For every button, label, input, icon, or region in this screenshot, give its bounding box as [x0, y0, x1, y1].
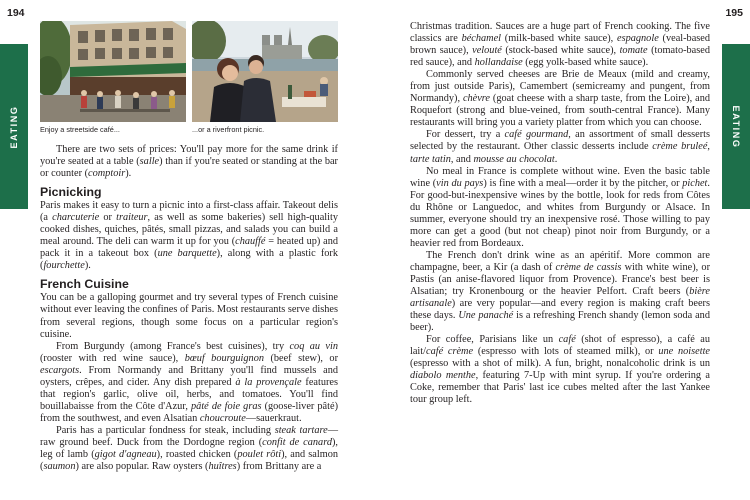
page-number-left: 194 [7, 7, 25, 19]
paragraph [40, 200, 338, 272]
italic-term: pichet [682, 177, 708, 189]
text-run: (tomato-based red sauce), and [410, 45, 710, 69]
text-run: ). [84, 260, 91, 272]
text-run: ) is fine with a meal—order it by the pitcher, or [483, 177, 683, 189]
text-run: (egg yolk-based white sauce). [522, 57, 649, 69]
text-run: ) are also popular. Raw oysters ( [75, 461, 209, 473]
paragraph [410, 129, 710, 165]
italic-term: charcuterie [52, 212, 100, 224]
italic-term: bière artisanale [410, 286, 710, 310]
italic-term: crème bruleé [652, 141, 708, 153]
text-run: (stock-based white sauce), [501, 45, 620, 57]
paragraph [410, 250, 710, 334]
text-run: (goat cheese with a sharp taste, from the Loire), and Roquefort (strong and blue-veined, from south-central France). Many restaurants will bring you a variety platter from which you can choose. [410, 93, 710, 129]
text-run: ), leg of lamb ( [40, 436, 338, 461]
paragraph [40, 341, 338, 425]
italic-term: huîtres [208, 461, 237, 473]
text-run: is a refreshing French shandy (lemon soda and beer). [410, 310, 710, 334]
text-run: For coffee, Parisians like un [426, 334, 559, 346]
italic-term: comptoir [88, 168, 126, 180]
italic-term: coq au vin [289, 340, 338, 352]
right-column [410, 21, 710, 407]
text-run: ), and salmon ( [40, 449, 339, 473]
text-run: or [99, 212, 117, 224]
text-run: ), along with a plastic fork ( [40, 248, 338, 272]
italic-term: chèvre [462, 93, 491, 105]
text-run: —sauerkraut. [245, 412, 302, 424]
italic-term: Une panaché [458, 310, 514, 322]
text-run: Commonly served cheeses are Brie de Meaux (mild and creamy, from just outside Paris), Camembert (semicreamy and pungent, from Normandy), [410, 69, 710, 105]
section-tab-label: EATING [9, 105, 19, 148]
text-run: = heated up) and pack it in a takeout box ( [40, 236, 338, 260]
text-run: For dessert, try a [426, 129, 505, 141]
text-run: Paris makes it easy to turn a picnic into a first-class affair. Takeout delis (a [40, 200, 338, 224]
section-heading: Picnicking [40, 185, 102, 200]
text-run: with white wine), or Pastis (an anise-flavored liquor from Provence). France's best beer is Alsatian; try Kronenbourg or the heavier Pelfort. Craft beers ( [410, 261, 711, 298]
cafe-photo [40, 21, 186, 122]
italic-term: choucroute [199, 412, 246, 424]
section-heading: French Cuisine [40, 277, 129, 292]
italic-term: vin du pays [436, 177, 484, 189]
text-run: (milk-based white sauce), [501, 33, 618, 45]
text-run: The French don't drink wine as an apéritif. More common are champagne, beer, a Kir (a dash of [410, 249, 710, 273]
italic-term: une barquette [157, 248, 217, 260]
text-run: features that region's garlic, olive oil, herbs, and tomatoes. You'll find bouillabaisse from the Côte d'Azur, [40, 376, 338, 412]
text-run: There are two sets of prices: You'll pay more for the same drink if you're seated at a table ( [40, 144, 338, 168]
italic-term: escargots [40, 364, 80, 376]
text-run: . From Normandy and Brittany you'll find mussels and oysters, crêpes, and cider. Any dish prepared [40, 364, 338, 388]
paragraph [410, 166, 710, 250]
text-run: ). [125, 168, 132, 180]
italic-term: tomate [619, 45, 648, 57]
text-run: —raw ground beef. Duck from the Dordogne region ( [40, 424, 339, 448]
text-run: . [554, 153, 558, 165]
italic-term: tarte tatin [410, 153, 451, 165]
italic-term: saumon [43, 461, 76, 473]
text-run: (shot of espresso), a café au lait/ [410, 334, 710, 358]
section-tab-right [722, 44, 750, 209]
italic-term: une noisette [658, 346, 711, 358]
text-run: ), roasted chicken ( [156, 449, 238, 461]
italic-term: espagnole [617, 33, 659, 45]
text-run: , featuring 7-Up with mint syrup. If you're ordering a Coke, remember that Paris' last ice cubes melted after the last Yankee tour group left. [410, 370, 710, 406]
photo-caption: Enjoy a streetside café... [40, 125, 120, 134]
text-run: You can be a galloping gourmet and try several types of French cuisine without ever leaving the confines of Paris. Most restaurants serve dishes from several regions, though some focus on a particular region's cuisine. [40, 292, 338, 340]
paragraph [40, 292, 338, 340]
text-run: (beef stew), or [264, 352, 338, 364]
text-run: (espresso with lots of steamed milk), or [473, 346, 659, 358]
text-run: No meal in France is complete without wine. Even the basic table wine ( [410, 165, 710, 189]
italic-term: salle [139, 156, 160, 168]
paragraph [410, 334, 710, 406]
text-run: Christmas tradition. Sauces are a huge part of French cooking. The five classics are [410, 21, 710, 45]
text-run: From Burgundy (among France's best cuisines), try [56, 340, 290, 352]
text-run: (goose-liver pâté) from the southwest, and even Alsatian [40, 400, 338, 424]
italic-term: mousse au chocolat [473, 153, 555, 165]
italic-term: traiteur [116, 212, 148, 224]
text-run: ) from Brittany are a [236, 461, 322, 473]
italic-term: hollandaise [474, 57, 523, 69]
italic-term: bœuf bourguignon [184, 352, 264, 364]
italic-term: café gourmand [504, 129, 569, 141]
italic-term: gigot d'agneau [94, 449, 157, 461]
italic-term: confit de canard [262, 436, 332, 448]
text-run: (espresso with a shot of milk). A fun, bright, nonalcoholic drink is un [410, 358, 710, 370]
italic-term: à la provençale [235, 376, 302, 388]
text-run: , an assortment of small desserts selected by the restaurant. Other classic desserts include [410, 129, 711, 153]
photo-caption: ...or a riverfront picnic. [192, 125, 265, 134]
italic-term: diabolo menthe [410, 370, 476, 382]
italic-term: café crème [426, 346, 474, 358]
italic-term: pâté de foie gras [191, 400, 262, 412]
section-tab-label: EATING [731, 105, 741, 148]
italic-term: crème de cassis [555, 261, 622, 273]
text-run: , [707, 141, 710, 153]
text-run: Paris has a particular fondness for steak, including [56, 424, 275, 436]
italic-term: poulet rôti [237, 449, 282, 461]
paragraph [410, 21, 710, 69]
text-run: ) than if you're seated or standing at the bar or counter ( [40, 156, 338, 180]
left-column [40, 144, 338, 473]
picnic-photo [192, 21, 338, 122]
italic-term: steak tartare [274, 424, 328, 436]
text-run: (rooster with red wine sauce), [40, 352, 185, 364]
paragraph [410, 69, 710, 129]
text-run: . For good-but-inexpensive wines by the bottle, look for reds from Côtes du Rhône or Languedoc, and whites from Burgundy or Alsace. In summer, everyone should try an inexpensive rosé. Those willing to pay more can get a good (but not cheap) pinot noir from Burgundy, or a heavier red from Bordeaux. [410, 177, 710, 249]
text-run: , and [450, 153, 474, 165]
text-run: , as well as some bakeries) sell high-quality cooked dishes, quiches, pâtés, small pizzas, and salads you can build a meal around. The deli can warm it up for you ( [40, 212, 339, 248]
section-tab-left [0, 44, 28, 209]
text-run: (veal-based brown sauce), [410, 33, 710, 57]
italic-term: café [558, 334, 576, 346]
text-run: ) are very popular—and every region is making craft beers these days. [410, 298, 710, 322]
italic-term: fourchette [43, 260, 85, 272]
italic-term: velouté [472, 45, 502, 57]
italic-term: béchamel [461, 33, 502, 45]
paragraph [40, 144, 338, 180]
page-number-right: 195 [725, 7, 743, 19]
italic-term: chauffé [235, 236, 266, 248]
paragraph [40, 425, 338, 473]
